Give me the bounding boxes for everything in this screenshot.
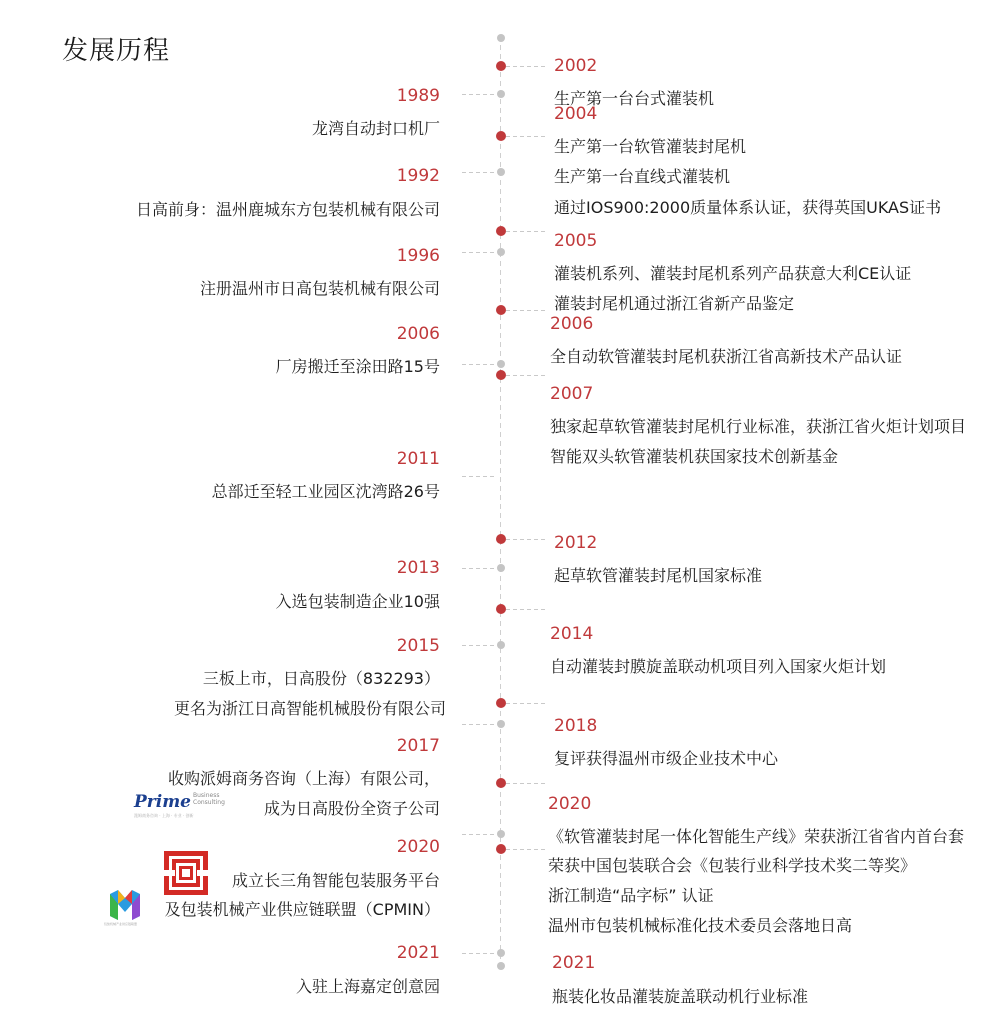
connector [462,834,496,835]
milestone-text: 生产第一台软管灌装封尾机 [554,137,747,156]
milestone-year: 2006 [396,324,440,344]
milestone-text: 温州市包装机械标准化技术委员会落地日高 [548,916,853,935]
milestone-year: 2020 [548,794,592,814]
connector [506,783,546,784]
milestone-text: 成立长三角智能包装服务平台 [231,871,440,890]
timeline-dot [497,830,505,838]
milestone-text: 入选包装制造企业10强 [275,592,440,611]
milestone-year: 2017 [396,736,440,756]
milestone-text: 通过IOS900:2000质量体系认证，获得英国UKAS证书 [554,198,942,217]
milestone-year: 2011 [396,449,440,469]
prime-logo [134,792,225,819]
timeline-dot [496,534,506,544]
connector [506,136,546,137]
timeline-dot [496,778,506,788]
milestone-text: 注册温州市日高包装机械有限公司 [199,279,440,298]
milestone-text: 《软管灌装封尾一体化智能生产线》荣获浙江省省内首台套 [548,827,965,846]
connector [506,609,546,610]
page-title: 发展历程 [62,36,171,66]
connector [506,703,546,704]
milestone-text: 瓶装化妆品灌装旋盖联动机行业标准 [552,987,809,1006]
prime-logo-tagline: 派姆商务咨询 · 上海 · 专业 · 创新 [134,813,194,818]
timeline-dot [496,131,506,141]
timeline-dot [497,248,505,256]
milestone-text: 更名为浙江日高智能机械股份有限公司 [173,699,446,718]
timeline-dot [496,61,506,71]
milestone-text: 收购派姆商务咨询（上海）有限公司， [167,769,440,788]
milestone-text: 全自动软管灌装封尾机获浙江省高新技术产品认证 [550,347,903,366]
milestone-text: 灌装封尾机通过浙江省新产品鉴定 [554,294,795,313]
milestone-year: 1996 [396,246,440,266]
connector [462,953,496,954]
milestone-text: 三板上市，日高股份（832293） [202,669,440,688]
timeline-dot [497,34,505,42]
connector [506,66,546,67]
timeline-dot [496,226,506,236]
milestone-year: 2004 [554,104,598,124]
timeline-dot [497,962,505,970]
timeline-dot [497,720,505,728]
milestone-year: 1992 [396,166,440,186]
connector [506,849,546,850]
milestone-year: 2002 [554,56,598,76]
connector [506,310,546,311]
milestone-text: 复评获得温州市级企业技术中心 [554,749,779,768]
milestone-text: 生产第一台台式灌装机 [554,89,715,108]
timeline-dot [496,604,506,614]
connector [462,568,496,569]
milestone-year: 2015 [396,636,440,656]
milestone-year: 2014 [550,624,594,644]
milestone-text: 智能双头软管灌装机获国家技术创新基金 [550,447,839,466]
connector [506,539,546,540]
milestone-year: 1989 [396,86,440,106]
connector [506,231,546,232]
connector [506,375,546,376]
milestone-year: 2012 [554,533,598,553]
milestone-text: 生产第一台直线式灌装机 [554,167,731,186]
milestone-text: 日高前身：温州鹿城东方包装机械有限公司 [135,200,440,219]
milestone-text: 起草软管灌装封尾机国家标准 [554,566,763,585]
timeline-dot [496,844,506,854]
milestone-text: 总部迁至轻工业园区沈湾路26号 [211,482,440,501]
timeline-dot [497,168,505,176]
milestone-text: 成为日高股份全资子公司 [263,799,440,818]
milestone-year: 2006 [550,314,594,334]
timeline-dot [496,305,506,315]
connector [462,252,496,253]
prime-logo-sub2: Consulting [193,799,225,806]
milestone-year: 2020 [396,837,440,857]
milestone-year: 2018 [554,716,598,736]
prime-logo-sub1: Business [193,792,220,799]
milestone-text: 龙湾自动封口机厂 [311,119,440,138]
milestone-text: 及包装机械产业供应链联盟（CPMIN） [164,900,440,919]
timeline-dot [497,641,505,649]
milestone-text: 自动灌装封膜旋盖联动机项目列入国家火炬计划 [550,657,887,676]
milestone-text: 灌装机系列、灌装封尾机系列产品获意大利CE认证 [554,264,912,283]
milestone-text: 厂房搬迁至涂田路15号 [275,357,440,376]
milestone-year: 2021 [396,943,440,963]
timeline-dot [497,360,505,368]
milestone-year: 2007 [550,384,594,404]
milestone-text: 浙江制造“品字标” 认证 [548,886,714,905]
cpmin-logo-icon [108,888,142,922]
timeline-dot [496,370,506,380]
prime-logo-wordmark: Prime [134,792,192,812]
milestone-year: 2013 [396,558,440,578]
timeline-dot [496,698,506,708]
connector [462,172,496,173]
timeline-dot [497,90,505,98]
connector [462,364,496,365]
platform-logo-icon [163,850,209,896]
cpmin-logo-caption: 包装机械产业供应链联盟 [104,922,138,926]
connector [462,645,496,646]
connector [462,724,496,725]
milestone-text: 荣获中国包装联合会《包装行业科学技术奖二等奖》 [548,856,917,875]
milestone-year: 2021 [552,953,596,973]
timeline-dot [497,564,505,572]
timeline-dot [497,949,505,957]
milestone-text: 入驻上海嘉定创意园 [295,977,440,996]
connector [462,476,496,477]
milestone-year: 2005 [554,231,598,251]
milestone-text: 独家起草软管灌装封尾机行业标准，获浙江省火炬计划项目 [550,417,967,436]
connector [462,94,496,95]
